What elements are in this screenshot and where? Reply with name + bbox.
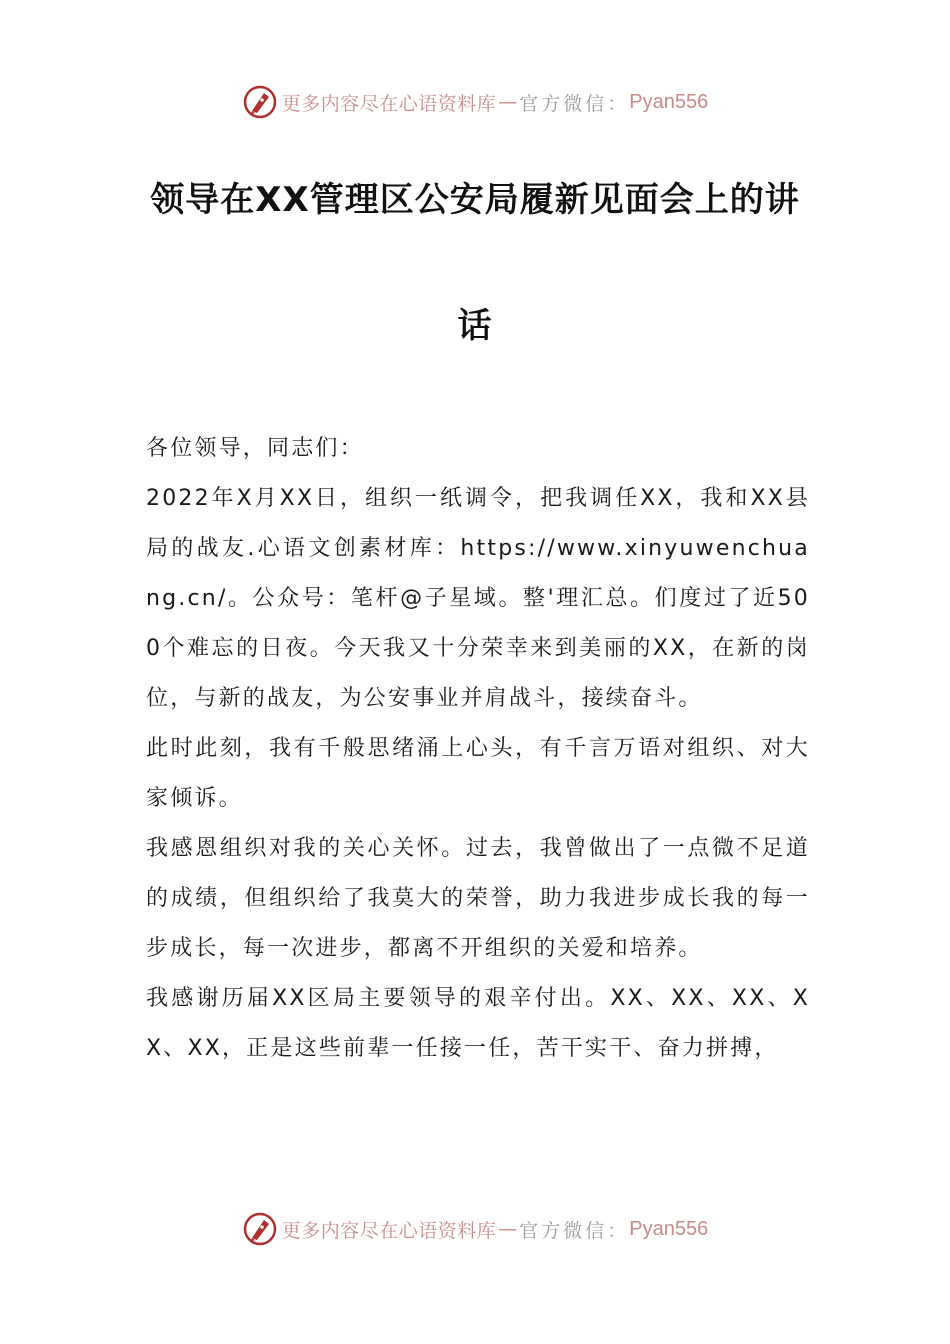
footer-banner bbox=[0, 1209, 950, 1249]
paragraph: 2022年X月XX日，组织一纸调令，把我调任XX，我和XX县局的战友.心语文创素材库：https://www.xinyuwenchuang.cn/。公众号：笔杆@子星域。整'理汇总。们度过了近500个难忘的日夜。今天我又十分荣幸来到美丽的XX，在新的岗位，与新的战友，为公安事业并肩战斗，接续奋斗。 bbox=[146, 486, 810, 711]
paragraph: 我感恩组织对我的关心关怀。过去，我曾做出了一点微不足道的成绩，但组织给了我莫大的荣誉，助力我进步成长我的每一步成长，每一次进步，都离不开组织的关爱和培养。 bbox=[146, 836, 810, 961]
paragraph-salutation: 各位领导，同志们： bbox=[146, 436, 364, 461]
document-body bbox=[146, 424, 810, 1074]
banner-dash: — bbox=[498, 1218, 518, 1240]
banner-wechat-id: Pyan556 bbox=[629, 1217, 709, 1240]
document-title-line-2: 话 bbox=[457, 306, 493, 346]
banner-wechat-id: Pyan556 bbox=[629, 90, 709, 113]
pen-nib-logo-icon bbox=[242, 1211, 278, 1247]
banner-official-label: 官方微信： bbox=[519, 92, 630, 115]
pen-nib-logo-icon bbox=[242, 84, 278, 120]
banner-dash: — bbox=[498, 91, 518, 113]
banner-brand-text: 更多内容尽在心语资料库 bbox=[281, 1219, 497, 1242]
paragraph: 我感谢历届XX区局主要领导的艰辛付出。XX、XX、XX、XX、XX，正是这些前辈一任接一任，苦干实干、奋力拼搏， bbox=[146, 986, 810, 1061]
document-title-line-1: 领导在XX管理区公安局履新见面会上的讲 bbox=[150, 180, 800, 220]
header-banner bbox=[0, 82, 950, 122]
banner-official-label: 官方微信： bbox=[519, 1219, 630, 1242]
paragraph: 此时此刻，我有千般思绪涌上心头，有千言万语对组织、对大家倾诉。 bbox=[146, 736, 810, 811]
banner-brand-text: 更多内容尽在心语资料库 bbox=[281, 92, 497, 115]
